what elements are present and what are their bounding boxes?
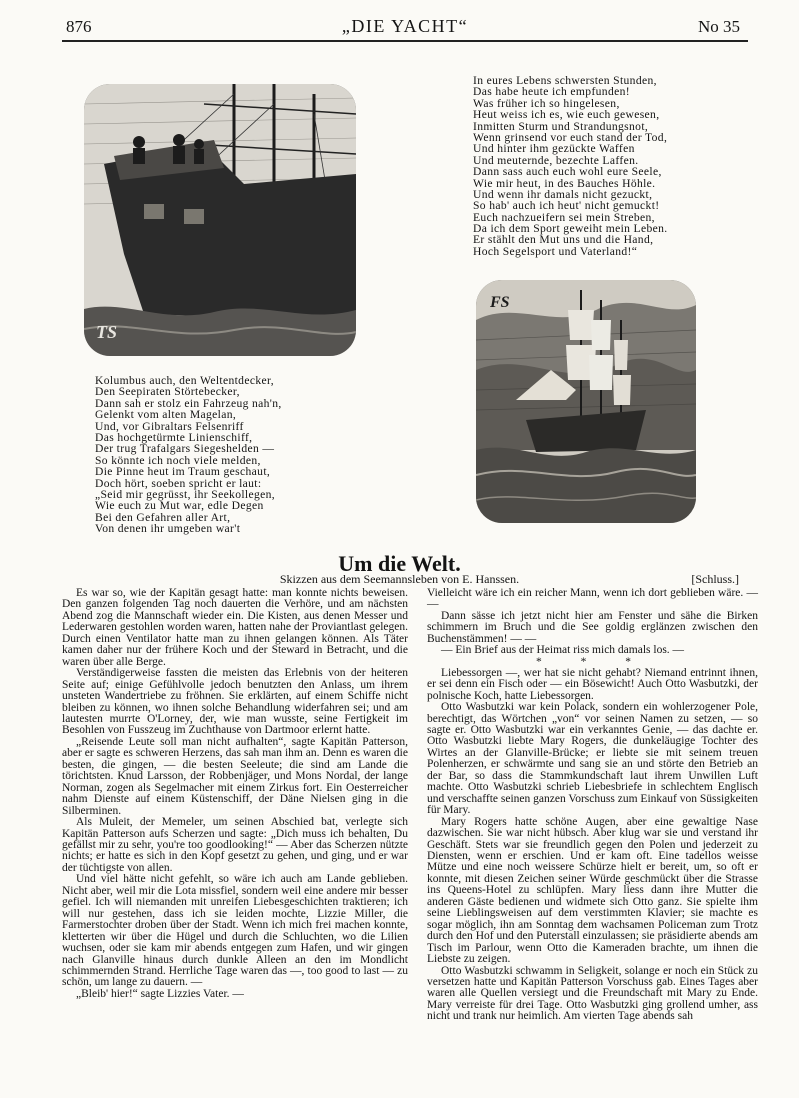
poem-line: Inmitten Sturm und Strandungsnot,	[473, 119, 649, 133]
poem-line: So könnte ich noch viele melden,	[95, 453, 261, 467]
poem-line: Die Pinne heut im Traum geschaut,	[95, 465, 271, 479]
poem-line: Dann sass auch euch wohl eure Seele,	[473, 165, 662, 179]
paragraph: „Bleib' hier!“ sagte Lizzies Vater. —	[76, 987, 244, 1000]
poem-line: Wenn grinsend vor euch stand der Tod,	[473, 130, 668, 144]
journal-title: „DIE YACHT“	[341, 16, 469, 36]
poem-line: Das hochgetürmte Linienschiff,	[95, 430, 253, 444]
paragraph: „Reisende Leute soll man nicht aufhalten“, sagte Kapitän Patterson, aber er sagte es schweren Herzens, das sah man ihm an. Denn es waren die besten, die gingen, — die besten Seeleute; die sind am Lande die törichtsten. Knud Larsson, der Robbenjäger, und Mons Nordal, der lange Norman, zogen als Segelmacher mit einem Zirkus fort. Ein Oesterreicher nahm Dienste auf einem Küstenschiff, der Däne Nielsen ging in die Silberminen.	[62, 735, 408, 817]
poem-line: Und wenn ihr damals nicht gezuckt,	[473, 187, 653, 201]
poem-line: Und, vor Gibraltars Felsenriff	[95, 419, 244, 433]
poem-line: Das habe heute ich empfunden!	[473, 85, 630, 99]
ship-illustration-left	[84, 84, 356, 356]
poem-line: Euch nachzueifern sei mein Streben,	[473, 210, 655, 224]
article-subtitle: Skizzen aus dem Seemannsleben von E. Hanssen.	[279, 572, 520, 586]
poem-line: Der trug Trafalgars Siegeshelden —	[95, 442, 275, 456]
section-separator: * * *	[536, 655, 649, 668]
paragraph: Es war so, wie der Kapitän gesagt hatte: man konnte nichts beweisen. Den ganzen folgenden Tag noch dauerten die Verhöre, und am nächsten Abend zog die Mannschaft wieder ein. Die Kisten, aus denen Messer und Lederwaren gestohlen worden waren, hatten nahe der Proviantlast gelegen. Durch einen Ventilator hatte man zu ihnen gelangen können. Als Täter kamen daher nur der frühere Koch und der Steward in Betracht, und die waren über alle Berge.	[62, 587, 408, 668]
poem-line: Hoch Segelsport und Vaterland!“	[473, 244, 638, 258]
poem-line: Und meuternde, bezechte Laffen.	[473, 153, 639, 167]
paragraph: Otto Wasbutzki schwamm in Seligkeit, solange er noch ein Stück zu versetzen hatte und Kapitän Patterson Vorschuss gab. Eines Tages aber waren alle Quellen versiegt und die Freundschaft mit Mary zu Ende. Mary verreiste für drei Tage. Otto Wasbutzki ging grollend umher, ass nicht und trank nur heimlich. Am vierten Tage abends sah	[427, 964, 758, 1023]
paragraph: Vielleicht wäre ich ein reicher Mann, wenn ich dort geblieben wäre. — —	[427, 587, 758, 611]
article-column-left	[62, 588, 408, 1000]
paragraph: Liebessorgen —, wer hat sie nicht gehabt? Niemand entrinnt ihnen, er sei denn ein Fisch oder — ein Bösewicht! Auch Otto Wasbutzki, der polnische Koch, hatte Liebessorgen.	[427, 666, 758, 702]
illustration-monogram-ts: TS	[96, 322, 118, 342]
paragraph: — Ein Brief aus der Heimat riss mich damals los. —	[441, 644, 685, 657]
poem-line: Kolumbus auch, den Weltentdecker,	[95, 374, 274, 387]
paragraph: Verständigerweise fassten die meisten das Erlebnis von der heiteren Seite auf; einige Gefühlvolle jedoch benutzten den Anlass, um ihrem unsteten Wandertriebe zu fröhnen. Sie erklärten, auf einem Schiffe nicht bleiben zu können, wo ihnen solche Behandlung widerfahren sei; und am lautesten murrte O'Lorney, der, wie man wusste, seine Fertigkeit im Besohlen von Fusszeug im Zuchthause von Dartmoor erlernt hatte.	[62, 667, 408, 737]
poem-line: Was früher ich so hingelesen,	[473, 96, 620, 110]
poem-left	[95, 375, 282, 534]
poem-line: In eures Lebens schwersten Stunden,	[473, 74, 657, 87]
ship-illustration-right	[476, 280, 696, 523]
poem-line: Wie mir heut, in des Bauches Höhle.	[473, 176, 656, 190]
article-column-right	[427, 588, 758, 1023]
paragraph: Als Muleit, der Memeler, um seinen Abschied bat, verlegte sich Kapitän Patterson aufs Scherzen und sagte: „Dich muss ich behalten, Du gefällst mir zu sehr, you're too goodlooking!“ — Aber das Scherzen nützte nichts; er hatte es sich in den Kopf gesetzt zu gehen, und ging, und er war der tüchtigste von allen.	[62, 816, 408, 874]
poem-line: Von denen ihr umgeben war't	[95, 522, 241, 536]
poem-line: Er stählt den Mut uns und die Hand,	[473, 233, 654, 247]
poem-top-right	[473, 75, 668, 257]
poem-line: Und hinter ihm gezückte Waffen	[473, 142, 635, 156]
poem-line: Wie euch zu Mut war, edle Degen	[95, 499, 264, 513]
poem-line: Heut weiss ich es, wie euch gewesen,	[473, 108, 660, 122]
paragraph: Mary Rogers hatte schöne Augen, aber eine gewaltige Nase dazwischen. Sie war nicht hübsch. Aber klug war sie und verstand ihr Geschäft. Stets war sie freundlich gegen den Polen und jederzeit zu Diensten, wenn er erschien. Und er kam oft. Eine tadellos weisse Mütze und eine noch weissere Schürze hielt er bereit, um, so oft er konnte, mit diesen Zeichen seiner Würde geschmückt über die Strasse ins Queens-Hotel zu schlüpfen. Mary liess dann ihre Mutter die anderen Gäste bedienen und widmete sich Otto ganz. Sie spielte ihm seine Lieblingsweisen auf dem verstimmten Klavier; sie machte es sogar möglich, ihn am Sonntag dem wachsamen Policeman zum Trotz durch den Hof und den Puterstall einzulassen; sie präsidierte abends am Tisch im Parlour, wenn Otto die Kameraden brachte, um ihnen die Liebste zu zeigen.	[427, 815, 758, 966]
poem-line: Da ich dem Sport geweiht mein Leben.	[473, 222, 668, 236]
poem-line: Doch hört, soeben spricht er laut:	[95, 476, 262, 490]
article-conclusion-note: [Schluss.]	[691, 572, 739, 586]
paragraph: Und viel hätte nicht gefehlt, so wäre ich auch am Lande geblieben. Nicht aber, weil mir die Lota missfiel, sondern weil eine andere mir besser gefiel. Ich will niemanden mit unreifen Liebesgeschichten traktieren; ich will nur gestehen, dass ich sie leiden mochte, Lizzie Miller, die Farmerstochter droben über der Stadt. Wenn ich mich frei machen konnte, kletterten wir über die Hügel und durch die Schluchten, wo die Lilien wuchsen, oder sie kam mir abends entgegen zum Hafen, und wir gingen nach Glanville hinaus durch dunkle Alleen an den im Mondlicht schimmernden Strand. Herrliche Tage waren das —, too good to last — zu schön, um lange zu dauern. —	[62, 873, 408, 989]
paragraph: Otto Wasbutzki war kein Polack, sondern ein wohlerzogener Pole, berechtigt, das Wörtchen „von“ vor seinen Namen zu setzen, — so sagte er. Otto Wasbutzki war ein verkanntes Genie, — das dachte er. Otto Wasbutzki liebte Mary Rogers, die dunkeläugige Tochter des Wirtes an der Glanville-Brücke; er liebte sie mit seinem treuen Polenherzen, er schwärmte und sang sie an und störte den Betrieb an der Bar, so dass die Stammkundschaft laut ihrem Unwillen Luft machte. Otto Wasbutzki schrieb Liebesbriefe in schlechtem Englisch und verschaffte seinen ganzen Vorschuss zum Einkauf von Süssigkeiten für Mary.	[427, 701, 758, 817]
article-title: Um die Welt.	[338, 551, 461, 576]
paragraph: Dann sässe ich jetzt nicht hier am Fenster und sähe die Birken schimmern im Bruch und die See goldig erglänzen zwischen den Buchenstämmen! — —	[427, 609, 758, 645]
poem-line: Den Seepiraten Störtebecker,	[95, 385, 240, 399]
issue-number: No 35	[697, 17, 740, 36]
poem-line: Bei den Gefahren aller Art,	[95, 510, 231, 524]
poem-line: Gelenkt vom alten Magelan,	[95, 408, 237, 422]
illustration-monogram-fs: FS	[490, 294, 510, 311]
poem-line: Dann sah er stolz ein Fahrzeug nah'n,	[95, 396, 282, 410]
poem-line: So hab' auch ich heut' nicht gemuckt!	[473, 199, 660, 213]
poem-line: „Seid mir gegrüsst, ihr Seekollegen,	[95, 487, 276, 501]
page-number: 876	[66, 17, 92, 36]
page-header	[62, 14, 748, 42]
